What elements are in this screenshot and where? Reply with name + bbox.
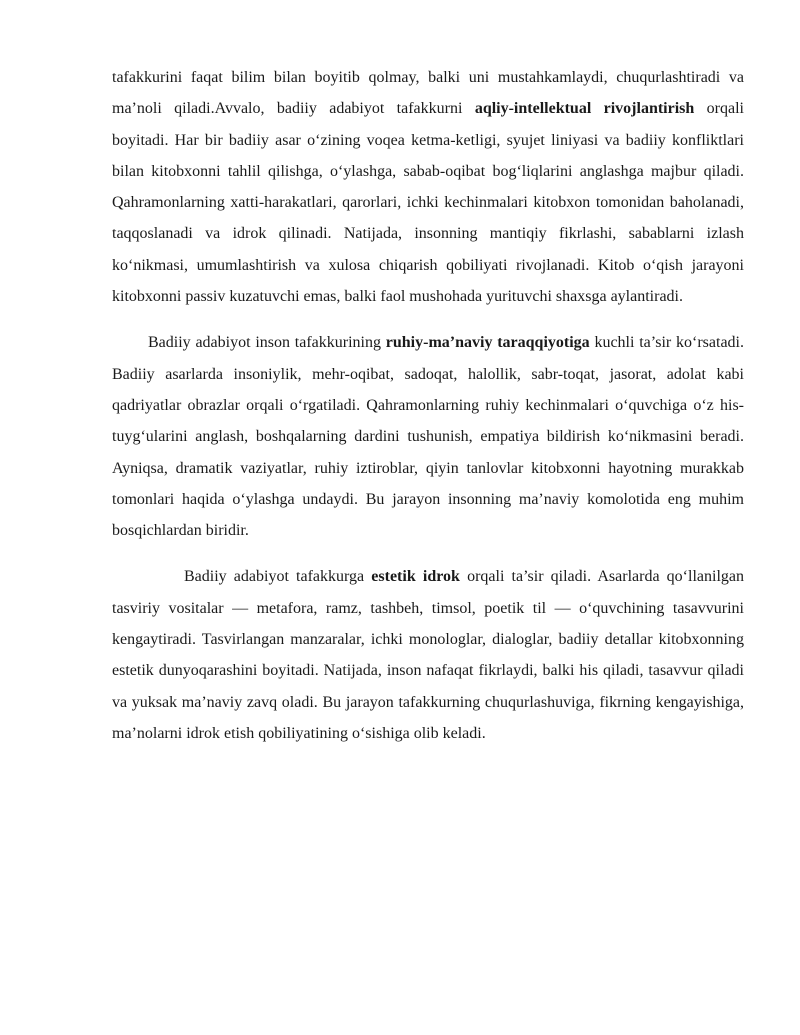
paragraph-text: orqali ta’sir qiladi. Asarlarda qo‘llanilgan tasviriy vositalar — metafora, ramz, tashbeh, timsol, poetik til — o‘quvchining tasavvurini kengaytiradi. Tasvirlangan manzaralar, ichki monologlar, dialoglar, badiiy detallar kitobxonning estetik dunyoqarashini boyitadi. Natijada, inson nafaqat fikrlaydi, balki his qiladi, tasavvur qiladi va yuksak ma’naviy zavq oladi. Bu jarayon tafakkurning chuqurlashuviga, fikrning kengayishiga, ma’nolarni idrok etish qobiliyatining o‘sishiga olib keladi. <box>112 568 744 742</box>
key-term: ruhiy-ma’naviy taraqqiyotiga <box>385 334 590 352</box>
key-term: aqliy-intellektual rivojlantirish <box>474 100 695 118</box>
paragraph-aesthetic <box>112 561 744 749</box>
paragraph-text: kuchli ta’sir ko‘rsatadi. Badiiy asarlarda insoniylik, mehr-oqibat, sadoqat, halollik, sabr-toqat, jasorat, adolat kabi qadriyatlar obrazlar orqali o‘rgatiladi. Qahramonlarning ruhiy kechinmalari o‘quvchiga o‘z his-tuyg‘ularini anglash, boshqalarning dardini tushunish, empatiya bildirish ko‘nikmasini beradi. Ayniqsa, dramatik vaziyatlar, ruhiy iztiroblar, qiyin tanlovlar kitobxonni hayotning murakkab tomonlari haqida o‘ylashga undaydi. Bu jarayon insonning ma’naviy komolotida eng muhim bosqichlardan biridir. <box>112 334 744 540</box>
paragraph-text: tafakkurini faqat bilim bilan boyitib qolmay, balki uni mustahkamlaydi, chuqurlashtiradi va ma’noli qiladi.Avvalo, badiiy adabiyot tafakkurni <box>112 69 744 118</box>
key-term: estetik idrok <box>371 568 460 586</box>
paragraph-spiritual <box>112 327 744 546</box>
paragraph-text: Badiiy adabiyot tafakkurga <box>184 568 372 586</box>
paragraph-text: Badiiy adabiyot inson tafakkurining <box>148 334 386 352</box>
paragraph-intellectual <box>112 62 744 312</box>
document-page <box>112 62 744 749</box>
paragraph-text: orqali boyitadi. Har bir badiiy asar o‘zining voqea ketma-ketligi, syujet liniyasi va badiiy konfliktlari bilan kitobxonni tahlil qilishga, o‘ylashga, sabab-oqibat bog‘liqlarini anglashga majbur qiladi. Qahramonlarning xatti-harakatlari, qarorlari, ichki kechinmalari kitobxon tomonidan baholanadi, taqqoslanadi va idrok qilinadi. Natijada, insonning mantiqiy fikrlashi, sabablarni izlash ko‘nikmasi, umumlashtirish va xulosa chiqarish qobiliyati rivojlanadi. Kitob o‘qish jarayoni kitobxonni passiv kuzatuvchi emas, balki faol mushohada yurituvchi shaxsga aylantiradi. <box>112 100 745 306</box>
